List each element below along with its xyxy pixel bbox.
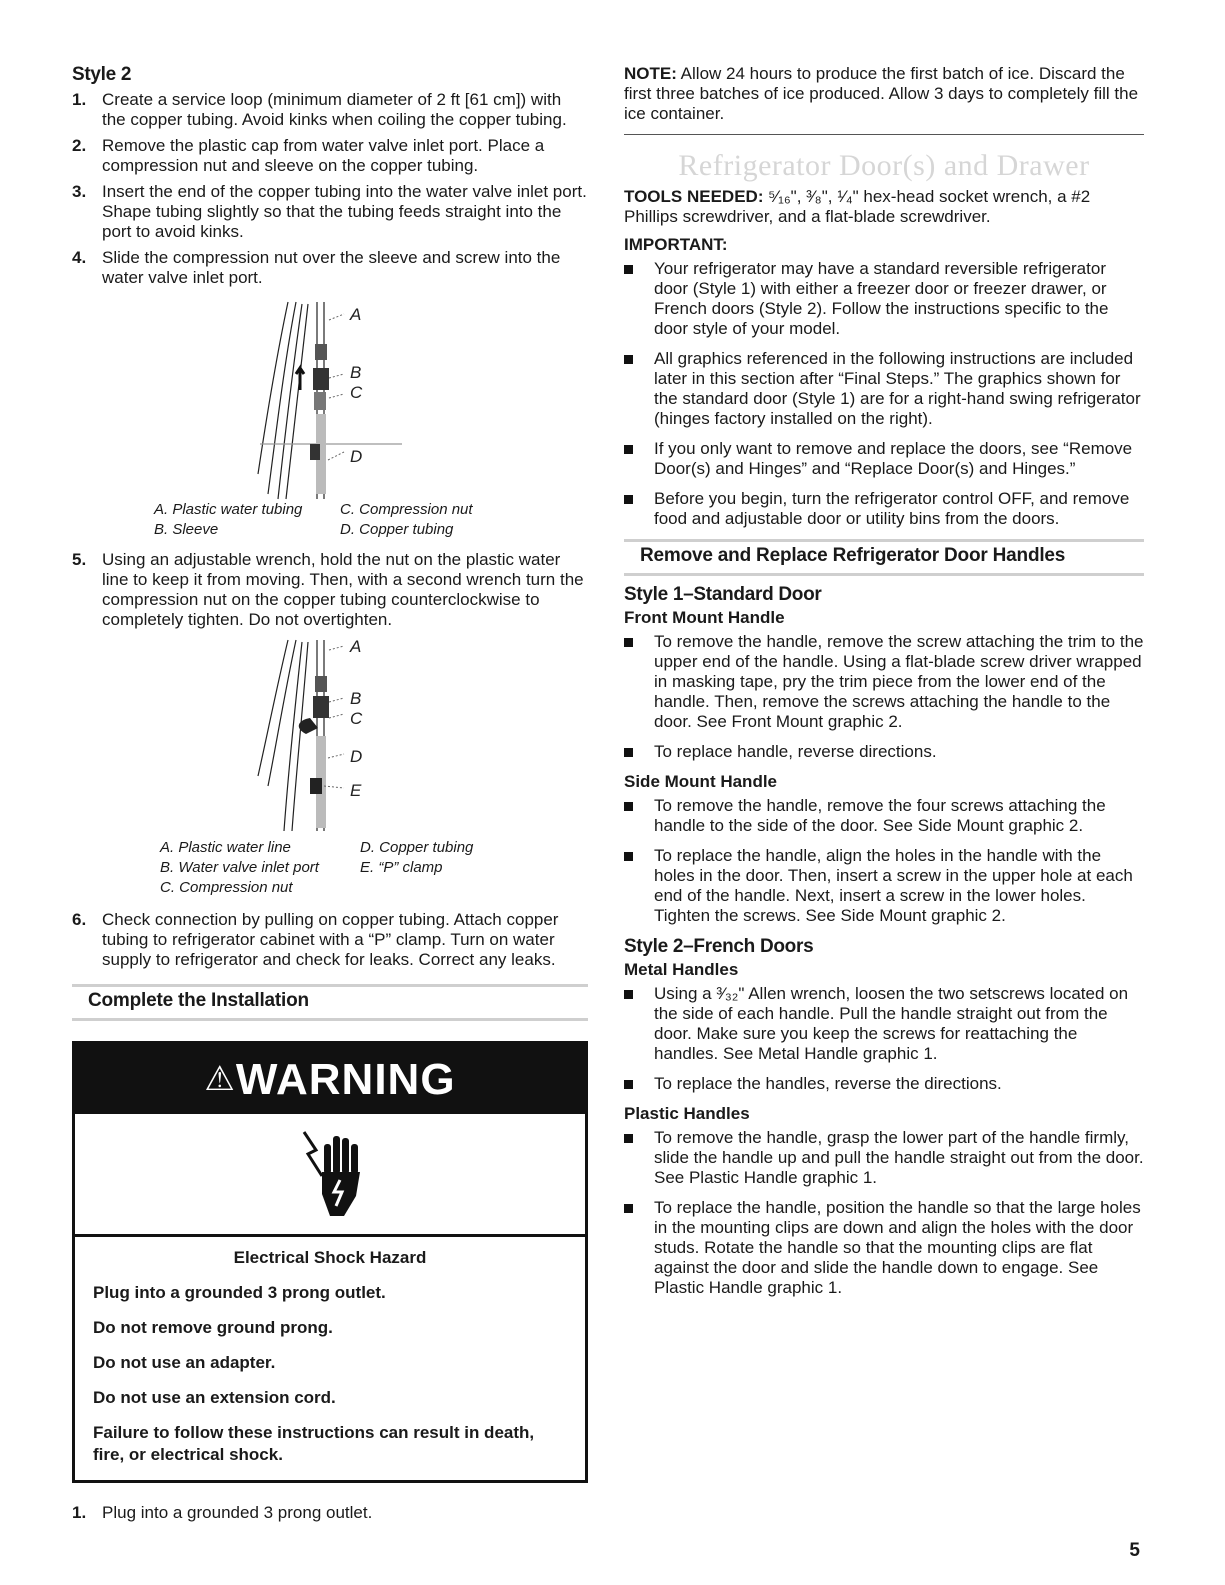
step-number: 4. xyxy=(72,248,87,267)
style2-heading: Style 2 xyxy=(72,64,132,85)
steps-list-b xyxy=(72,550,588,630)
fig2-caption: E. “P” clamp xyxy=(360,859,443,876)
fig2-label-b: B xyxy=(350,689,362,708)
note-paragraph xyxy=(624,64,1144,124)
step-text: Insert the end of the copper tubing into the water valve inlet port. Shape tubing slightly so that the tubing feeds straight into the port to avoid kinks. xyxy=(102,182,587,241)
final-step-1 xyxy=(72,1503,588,1523)
note-text: Allow 24 hours to produce the first batch of ice. Discard the first three batches of ice produced. Allow 3 days to completely fill the ice container. xyxy=(624,64,1139,123)
warning-box xyxy=(72,1041,588,1483)
fig2-label-e: E xyxy=(350,781,362,800)
step-number: 3. xyxy=(72,182,87,201)
list-item: To replace the handle, align the holes in the handle with the holes in the door. Then, insert a screw in the upper hole at each end of the handle. Next, insert a screw in the lower holes. Tighten the screws. See Side Mount graphic 2. xyxy=(624,846,1144,926)
complete-installation-heading: Complete the Installation xyxy=(72,984,588,1021)
warning-line: Do not remove ground prong. xyxy=(93,1318,333,1337)
side-mount-heading: Side Mount Handle xyxy=(624,772,777,791)
fig2-caption: A. Plastic water line xyxy=(160,839,291,856)
step-text: Create a service loop (minimum diameter of 2 ft [61 cm]) with the copper tubing. Avoid kinks when coiling the copper tubing. xyxy=(102,90,567,129)
list-item: To replace the handle, position the handle so that the large holes in the mounting clips are down and align the holes with the door studs. Rotate the handle so that the mounting clips are flat against the door and slide the handle down to engage. See Plastic Handle graphic 1. xyxy=(624,1198,1144,1298)
steps-list-a xyxy=(72,90,588,288)
step-number: 6. xyxy=(72,910,87,929)
step-number: 2. xyxy=(72,136,87,155)
left-column xyxy=(72,64,588,1529)
warning-heading: WARNING xyxy=(235,1055,456,1104)
warning-line: Failure to follow these instructions can result in death, fire, or electrical shock. xyxy=(93,1423,535,1464)
front-mount-heading: Front Mount Handle xyxy=(624,608,785,627)
steps-list-c xyxy=(72,910,588,970)
note-label: NOTE: xyxy=(624,64,677,83)
fig2-label-d: D xyxy=(350,747,363,766)
tools-label: TOOLS NEEDED: xyxy=(624,187,764,206)
plastic-handles-list xyxy=(624,1128,1144,1298)
step-number: 5. xyxy=(72,550,87,569)
fig2-caption: D. Copper tubing xyxy=(360,839,474,856)
fig1-caption: B. Sleeve xyxy=(154,521,219,538)
warning-line: Plug into a grounded 3 prong outlet. xyxy=(93,1283,386,1302)
figure-tubing-connection xyxy=(72,294,588,544)
figure-wrench-tighten xyxy=(72,636,588,902)
step-4 xyxy=(72,248,588,288)
list-item: Using a ³⁄₃₂" Allen wrench, loosen the two setscrews located on the side of each handle. Pull the handle straight out from the door. Make sure you keep the screws for reattaching the handles. See Metal Handle graphic 1. xyxy=(624,984,1144,1064)
style2-french-heading: Style 2–French Doors xyxy=(624,936,814,957)
warning-line: Do not use an adapter. xyxy=(93,1353,276,1372)
step-6 xyxy=(72,910,588,970)
step-text: Plug into a grounded 3 prong outlet. xyxy=(102,1503,373,1522)
fig1-label-b: B xyxy=(350,363,362,382)
fig1-caption: A. Plastic water tubing xyxy=(154,501,303,518)
step-text: Slide the compression nut over the sleeve and screw into the water valve inlet port. xyxy=(102,248,561,287)
list-item: Your refrigerator may have a standard reversible refrigerator door (Style 1) with either a freezer door or freezer drawer, or French doors (Style 2). Follow the instructions specific to the door style of your model. xyxy=(624,259,1144,339)
right-column xyxy=(624,64,1144,1308)
step-text: Check connection by pulling on copper tubing. Attach copper tubing to refrigerator cabinet with a “P” clamp. Turn on water supply to refrigerator and check for leaks. Correct any leaks. xyxy=(102,910,559,969)
step-number: 1. xyxy=(72,90,87,109)
warning-triangle-icon: ⚠ xyxy=(204,1060,236,1098)
warning-body xyxy=(75,1237,585,1480)
metal-handles-heading: Metal Handles xyxy=(624,960,739,979)
tubing-diagram-2 xyxy=(72,636,588,836)
list-item: To replace the handles, reverse the directions. xyxy=(624,1074,1144,1094)
tubing-diagram-1 xyxy=(72,294,588,504)
list-item: To remove the handle, remove the screw attaching the trim to the upper end of the handle. Using a flat-blade screw driver wrapped in masking tape, pry the trim piece from the lower end of the handle. Then, remove the screws attaching the handle to the door. See Front Mount graphic 2. xyxy=(624,632,1144,732)
tools-text: ⁵⁄₁₆", ³⁄₈", ¹⁄₄" hex-head socket wrench, a #2 Phillips screwdriver, and a flat-blade screwdriver. xyxy=(624,187,1091,226)
final-steps-list xyxy=(72,1503,588,1523)
divider xyxy=(624,134,1144,135)
list-item: All graphics referenced in the following instructions are included later in this section after “Final Steps.” The graphics shown for the standard door (Style 1) are for a right-hand swing refrigerator (hinges factory installed on the right). xyxy=(624,349,1144,429)
important-label: IMPORTANT: xyxy=(624,235,728,254)
fig2-label-c: C xyxy=(350,709,363,728)
fig1-label-a: A xyxy=(350,305,362,324)
step-number: 1. xyxy=(72,1503,87,1522)
step-1 xyxy=(72,90,588,130)
step-5 xyxy=(72,550,588,630)
front-mount-list xyxy=(624,632,1144,762)
style1-heading: Style 1–Standard Door xyxy=(624,584,822,605)
step-3 xyxy=(72,182,588,242)
section-title: Refrigerator Door(s) and Drawer xyxy=(678,149,1090,182)
list-item: Before you begin, turn the refrigerator control OFF, and remove food and adjustable door or utility bins from the doors. xyxy=(624,489,1144,529)
list-item: To replace handle, reverse directions. xyxy=(624,742,1144,762)
fig1-label-c: C xyxy=(350,383,363,402)
fig2-caption: C. Compression nut xyxy=(160,879,293,896)
fig1-caption: D. Copper tubing xyxy=(340,521,454,538)
step-text: Using an adjustable wrench, hold the nut on the plastic water line to keep it from moving. Then, with a second wrench turn the compression nut on the copper tubing counterclockwise to completely tighten. Do not overtighten. xyxy=(102,550,584,629)
fig2-label-a: A xyxy=(350,637,362,656)
handles-section-heading: Remove and Replace Refrigerator Door Handles xyxy=(624,539,1144,576)
page-number: 5 xyxy=(1129,1540,1140,1561)
warning-header xyxy=(75,1044,585,1114)
step-text: Remove the plastic cap from water valve inlet port. Place a compression nut and sleeve on the copper tubing. xyxy=(102,136,545,175)
plastic-handles-heading: Plastic Handles xyxy=(624,1104,750,1123)
side-mount-list xyxy=(624,796,1144,926)
fig1-label-d: D xyxy=(350,447,363,466)
important-list xyxy=(624,259,1144,529)
warning-line: Do not use an extension cord. xyxy=(93,1388,336,1407)
hazard-title: Electrical Shock Hazard xyxy=(233,1248,427,1267)
metal-handles-list xyxy=(624,984,1144,1094)
fig2-caption: B. Water valve inlet port xyxy=(160,859,319,876)
fig1-caption: C. Compression nut xyxy=(340,501,473,518)
list-item: If you only want to remove and replace the doors, see “Remove Door(s) and Hinges” and “Replace Door(s) and Hinges.” xyxy=(624,439,1144,479)
tools-needed xyxy=(624,187,1144,227)
step-2 xyxy=(72,136,588,176)
electric-shock-icon xyxy=(75,1114,585,1237)
list-item: To remove the handle, grasp the lower part of the handle firmly, slide the handle up and pull the handle straight out from the door. See Plastic Handle graphic 1. xyxy=(624,1128,1144,1188)
list-item: To remove the handle, remove the four screws attaching the handle to the side of the door. See Side Mount graphic 2. xyxy=(624,796,1144,836)
